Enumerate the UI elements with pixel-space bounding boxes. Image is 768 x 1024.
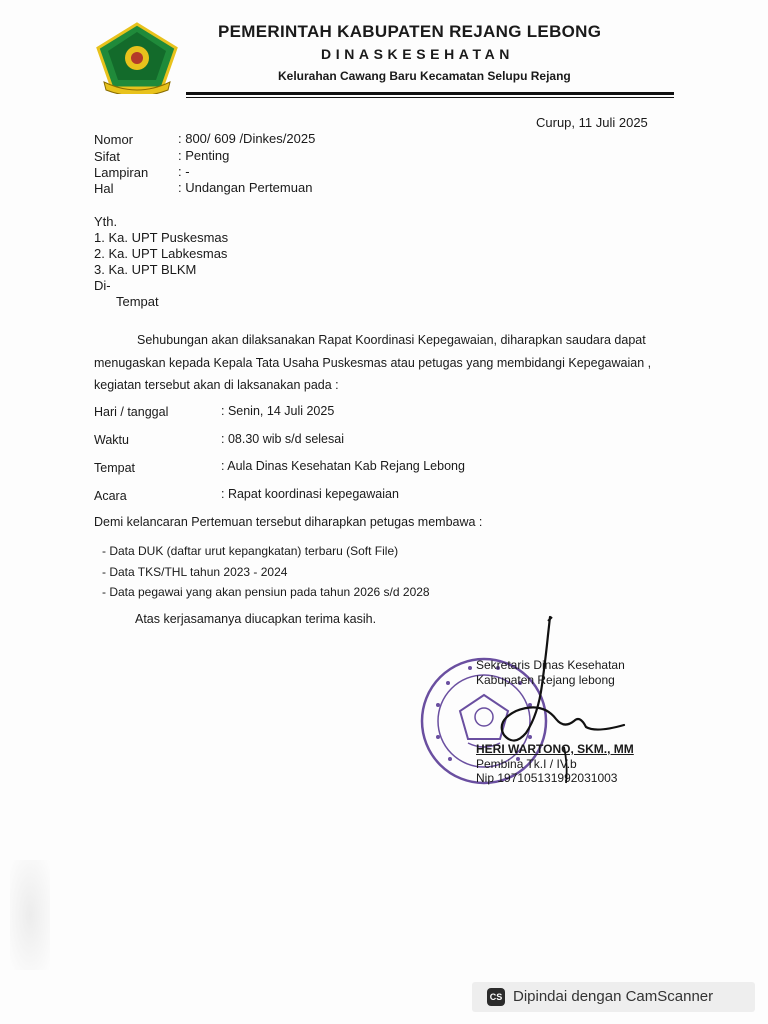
event-label-date: Hari / tanggal	[94, 405, 169, 419]
recipient-item: 3. Ka. UPT BLKM	[94, 262, 197, 277]
letter-date: Curup, 11 Juli 2025	[536, 115, 648, 130]
event-label-time: Waktu	[94, 433, 129, 447]
recipient-greeting: Yth.	[94, 214, 118, 229]
signatory-nip: Nip 197105131992031003	[476, 771, 618, 785]
event-value-agenda: : Rapat koordinasi kepegawaian	[221, 487, 399, 501]
meta-value-sifat: : Penting	[178, 148, 230, 163]
closing-line: Atas kerjasamanya diucapkan terima kasih.	[135, 612, 377, 626]
meta-value-lampiran: : -	[178, 164, 190, 179]
meta-label-sifat: Sifat	[94, 149, 121, 164]
event-label-agenda: Acara	[94, 489, 127, 503]
signatory-title-1: Sekretaris Dinas Kesehatan	[476, 658, 625, 672]
camscanner-text: Dipindai dengan CamScanner	[513, 988, 714, 1005]
event-value-place: : Aula Dinas Kesehatan Kab Rejang Lebong	[221, 459, 465, 473]
signatory-rank: Pembina Tk.I / IV.b	[476, 757, 577, 771]
meta-label-nomor: Nomor	[94, 132, 134, 147]
recipient-item: 1. Ka. UPT Puskesmas	[94, 230, 229, 245]
camscanner-icon: CS	[487, 988, 505, 1006]
recipient-di: Di-	[94, 278, 111, 293]
recipient-item: 2. Ka. UPT Labkesmas	[94, 246, 228, 261]
event-value-date: : Senin, 14 Juli 2025	[221, 404, 335, 418]
department-address: Kelurahan Cawang Baru Kecamatan Selupu Rejang	[278, 69, 571, 83]
scan-smudge	[10, 860, 50, 970]
body-line-1: Sehubungan akan dilaksanakan Rapat Koordinasi Kepegawaian, diharapkan saudara dapat	[137, 333, 646, 347]
bring-item: - Data pegawai yang akan pensiun pada tahun 2026 s/d 2028	[102, 585, 430, 599]
event-value-time: : 08.30 wib s/d selesai	[221, 432, 344, 446]
body-line-2: menugaskan kepada Kepala Tata Usaha Puskesmas atau petugas yang membidangi Kepegawaian ,	[94, 356, 652, 370]
body-line-3: kegiatan tersebut akan di laksanakan pada :	[94, 378, 339, 392]
department-heading: DINASKESEHATAN	[321, 46, 514, 62]
event-label-place: Tempat	[94, 461, 135, 475]
bring-item: - Data DUK (daftar urut kepangkatan) terbaru (Soft File)	[102, 544, 399, 558]
regency-emblem-logo	[96, 22, 178, 94]
meta-value-nomor: : 800/ 609 /Dinkes/2025	[178, 131, 316, 146]
meta-value-hal: : Undangan Pertemuan	[178, 180, 313, 195]
meta-label-hal: Hal	[94, 181, 114, 196]
handwritten-signature	[456, 615, 634, 785]
bring-item: - Data TKS/THL tahun 2023 - 2024	[102, 565, 288, 579]
letterhead-rule-thick	[186, 92, 674, 95]
letterhead-rule-thin	[186, 97, 674, 98]
signatory-title-2: Kabupaten Rejang lebong	[476, 673, 615, 687]
recipient-place: Tempat	[116, 294, 159, 309]
meta-label-lampiran: Lampiran	[94, 165, 149, 180]
government-heading: PEMERINTAH KABUPATEN REJANG LEBONG	[218, 22, 602, 41]
request-intro: Demi kelancaran Pertemuan tersebut diharapkan petugas membawa :	[94, 515, 483, 529]
signatory-name: HERI WARTONO, SKM., MM	[476, 742, 634, 756]
